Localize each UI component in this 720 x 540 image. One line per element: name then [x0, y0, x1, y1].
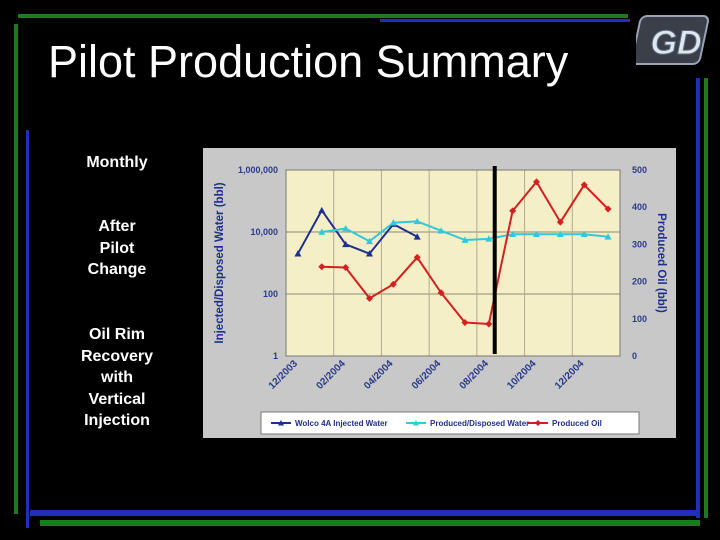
y-tick-label: 1 [272, 351, 278, 361]
x-tick-label: 12/2003 [266, 358, 301, 392]
y-tick-label: 10,000 [250, 227, 278, 237]
slide-title: Pilot Production Summary [48, 36, 569, 87]
frame-right-blue [696, 78, 700, 518]
label-monthly: Monthly [86, 154, 148, 171]
x-tick-label: 08/2004 [457, 358, 491, 392]
legend-label: Produced Oil [552, 419, 602, 428]
x-tick-label: 10/2004 [505, 358, 539, 392]
x-tick-label: 06/2004 [409, 358, 444, 392]
frame-left-blue [26, 130, 29, 528]
production-chart [203, 148, 676, 438]
y-tick-label: 1,000,000 [237, 165, 278, 175]
frame-left-green [14, 24, 18, 514]
y2-tick-label: 500 [632, 165, 648, 175]
y2-tick-label: 0 [632, 351, 638, 361]
y2-tick-label: 200 [632, 276, 648, 287]
legend-label: Produced/Disposed Water [430, 419, 530, 428]
y-tick-label: 100 [262, 289, 278, 299]
legend-label: Wolco 4A Injected Water [295, 419, 388, 428]
x-tick-label: 02/2004 [314, 358, 348, 392]
y2-tick-label: 100 [632, 313, 648, 324]
y2-axis-title: Produced Oil (bbl) [655, 213, 667, 313]
label-oil-rim-recovery: Oil Rim Recovery with Vertical Injection [80, 326, 154, 429]
chart-svg [203, 148, 676, 438]
y2-tick-label: 400 [632, 202, 648, 213]
label-after-pilot-change: After Pilot Change [87, 218, 147, 278]
plot-area [286, 170, 620, 356]
frame-top-green [18, 14, 628, 18]
gd-logo-icon [636, 12, 716, 68]
logo-text: GD [650, 24, 702, 62]
y-axis-title: Injected/Disposed Water (bbl) [214, 182, 226, 344]
frame-bottom-green [40, 520, 700, 526]
x-tick-label: 04/2004 [362, 358, 396, 392]
frame-top-blue [380, 19, 630, 22]
x-tick-label: 12/2004 [552, 358, 587, 392]
frame-bottom-blue [30, 510, 700, 516]
y2-tick-label: 300 [632, 239, 648, 250]
frame-right-green [704, 78, 708, 518]
